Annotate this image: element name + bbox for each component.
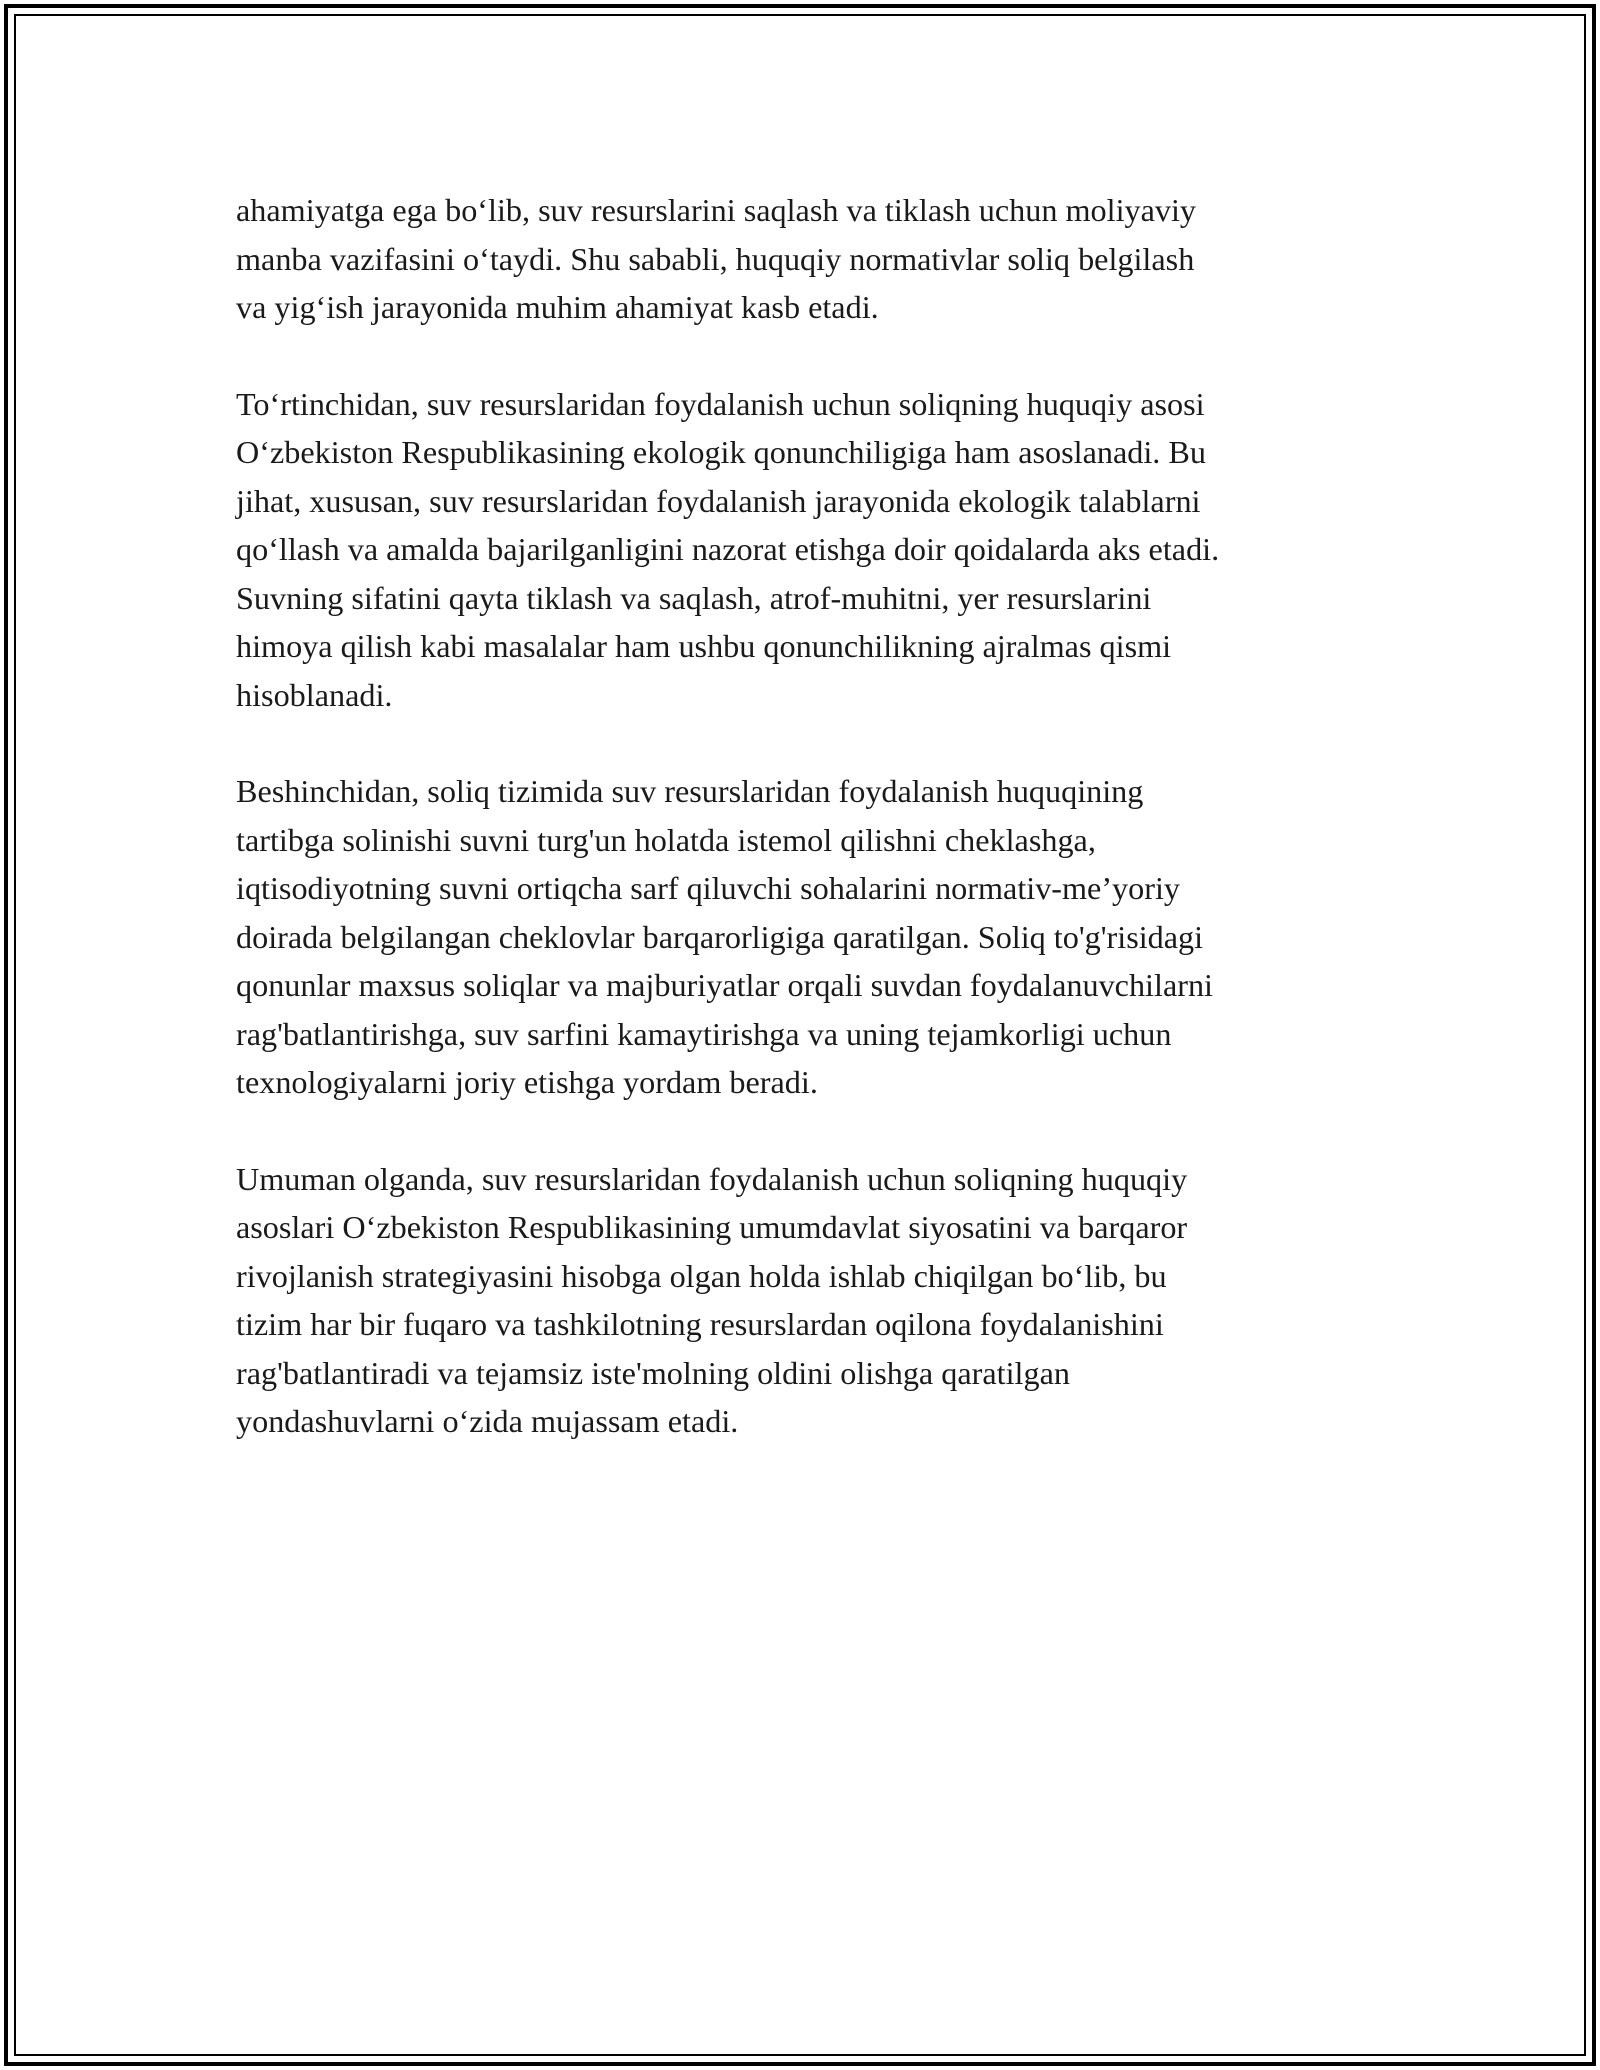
text-line: iqtisodiyotning suvni ortiqcha sarf qiluvchi sohalarini normativ-me’yoriy <box>236 870 1180 906</box>
text-line: yondashuvlarni o‘zida mujassam etadi. <box>236 1403 739 1439</box>
text-line: va yig‘ish jarayonida muhim ahamiyat kasb etadi. <box>236 289 879 325</box>
text-line: qo‘llash va amalda bajarilganligini nazorat etishga doir qoidalarda aks etadi. <box>236 531 1220 567</box>
paragraph-1 <box>236 186 1376 332</box>
paragraph-2 <box>236 380 1376 720</box>
text-line: tizim har bir fuqaro va tashkilotning resurslardan oqilona foydalanishini <box>236 1306 1164 1342</box>
text-line: To‘rtinchidan, suv resurslaridan foydalanish uchun soliqning huquqiy asosi <box>236 385 1205 422</box>
text-line: rag'batlantirishga, suv sarfini kamaytirishga va uning tejamkorligi uchun <box>236 1015 1172 1052</box>
text-line: Suvning sifatini qayta tiklash va saqlash, atrof-muhitni, yer resurslarini <box>236 579 1152 616</box>
text-line: rag'batlantiradi va tejamsiz iste'molning oldini olishga qaratilgan <box>236 1354 1070 1391</box>
text-line: doirada belgilangan cheklovlar barqarorligiga qaratilgan. Soliq to'g'risidagi <box>236 918 1204 955</box>
text-line: Umuman olganda, suv resurslaridan foydalanish uchun soliqning huquqiy <box>236 1160 1188 1197</box>
text-line: manba vazifasini o‘taydi. Shu sababli, huquqiy normativlar soliq belgilash <box>236 240 1195 277</box>
text-line: Beshinchidan, soliq tizimida suv resurslaridan foydalanish huquqining <box>236 773 1144 809</box>
text-line: jihat, xususan, suv resurslaridan foydalanish jarayonida ekologik talablarni <box>236 482 1201 519</box>
text-line: ahamiyatga ega bo‘lib, suv resurslarini saqlash va tiklash uchun moliyaviy <box>236 192 1197 228</box>
text-line: qonunlar maxsus soliqlar va majburiyatlar orqali suvdan foydalanuvchilarni <box>236 967 1213 1003</box>
text-line: tartibga solinishi suvni turg'un holatda istemol qilishni cheklashga, <box>236 821 1096 858</box>
text-line: hisoblanadi. <box>236 676 393 713</box>
paragraph-3 <box>236 767 1376 1107</box>
text-line: himoya qilish kabi masalalar ham ushbu qonunchilikning ajralmas qismi <box>236 628 1172 664</box>
text-line: texnologiyalarni joriy etishga yordam beradi. <box>236 1064 818 1100</box>
text-line: O‘zbekiston Respublikasining ekologik qonunchiligiga ham asoslanadi. Bu <box>236 434 1206 470</box>
text-line: rivojlanish strategiyasini hisobga olgan holda ishlab chiqilgan bo‘lib, bu <box>236 1257 1167 1294</box>
text-line: asoslari O‘zbekiston Respublikasining umumdavlat siyosatini va barqaror <box>236 1209 1188 1245</box>
paragraph-4 <box>236 1155 1376 1446</box>
document-body <box>236 186 1376 1494</box>
